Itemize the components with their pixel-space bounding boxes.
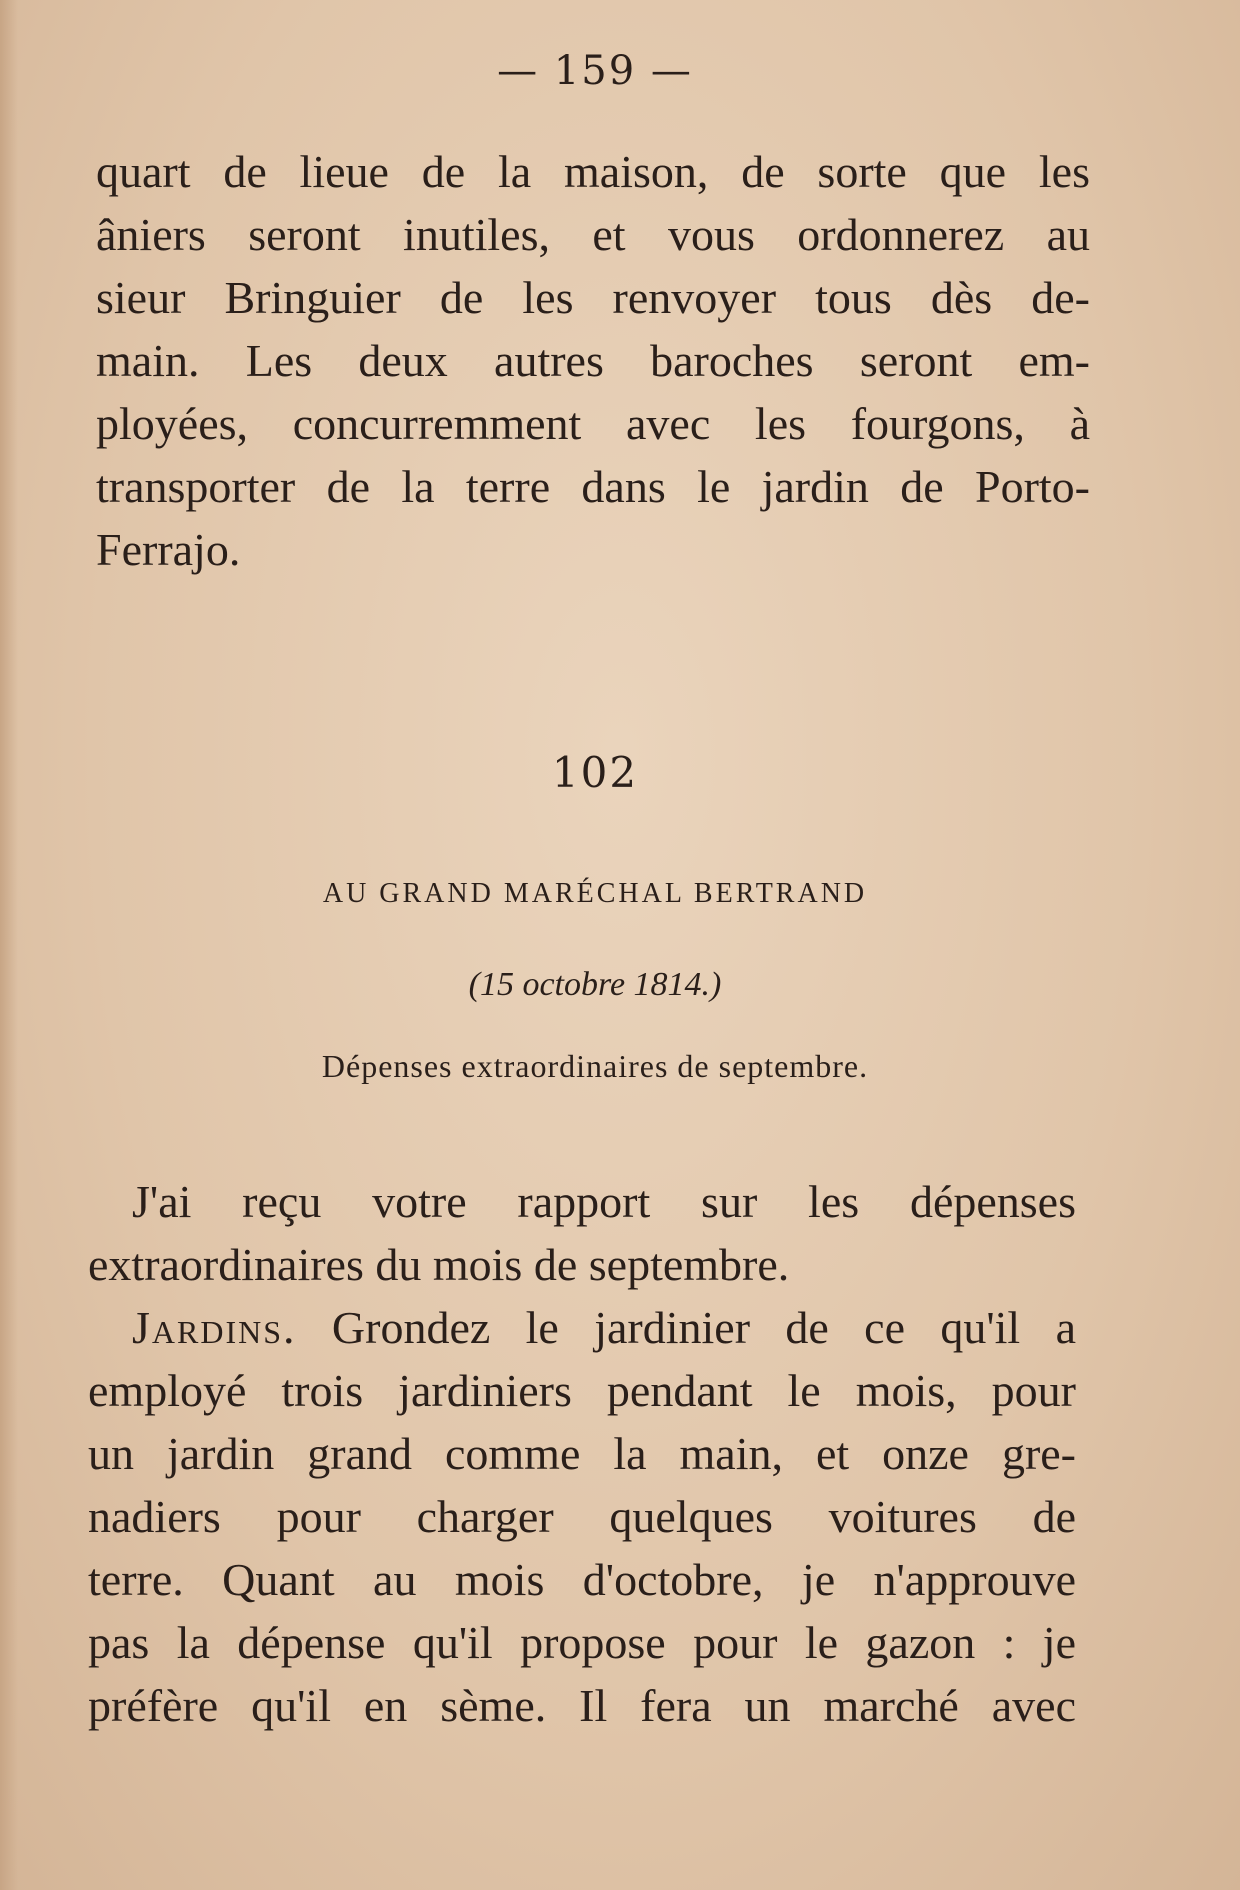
text-line: transporter de la terre dans le jardin de Porto- <box>96 461 1090 512</box>
text-line: main. Les deux autres baroches seront em- <box>96 335 1090 386</box>
letter-number: 102 <box>551 748 639 797</box>
text-line: préfère qu'il en sème. Il fera un marché avec <box>88 1680 1076 1731</box>
page-number: — 159 — <box>497 48 693 94</box>
text-line: quart de lieue de la maison, de sorte que les <box>96 146 1090 197</box>
text-fragment: Grondez le jardinier de ce qu'il a <box>331 1302 1077 1353</box>
text-line: nadiers pour charger quelques voitures de <box>88 1491 1076 1542</box>
text-line: âniers seront inutiles, et vous ordonnerez au <box>96 209 1090 260</box>
continued-paragraph <box>96 140 1090 581</box>
letter-date: (15 octobre 1814.) <box>468 966 722 1003</box>
text-line: employé trois jardiniers pendant le mois, pour <box>88 1365 1076 1416</box>
paragraph-first-line <box>88 1296 1076 1359</box>
letter-body <box>88 1170 1076 1737</box>
text-line: Ferrajo. <box>96 524 241 575</box>
text-line: terre. Quant au mois d'octobre, je n'approuve <box>88 1554 1076 1605</box>
text-line: ployées, concurremment avec les fourgons, à <box>96 398 1090 449</box>
letter-subject: Dépenses extraordinaires de septembre. <box>321 1048 869 1084</box>
text-line: pas la dépense qu'il propose pour le gazon : je <box>88 1617 1076 1668</box>
page-edge-shadow <box>0 0 18 1890</box>
section-heading: Jardins. <box>132 1302 297 1353</box>
text-line: sieur Bringuier de les renvoyer tous dès de- <box>96 272 1090 323</box>
letter-recipient: AU GRAND MARÉCHAL BERTRAND <box>322 878 868 909</box>
text-line: J'ai reçu votre rapport sur les dépenses <box>132 1176 1076 1227</box>
text-line: extraordinaires du mois de septembre. <box>88 1239 790 1290</box>
text-line: un jardin grand comme la main, et onze gre- <box>88 1428 1076 1479</box>
